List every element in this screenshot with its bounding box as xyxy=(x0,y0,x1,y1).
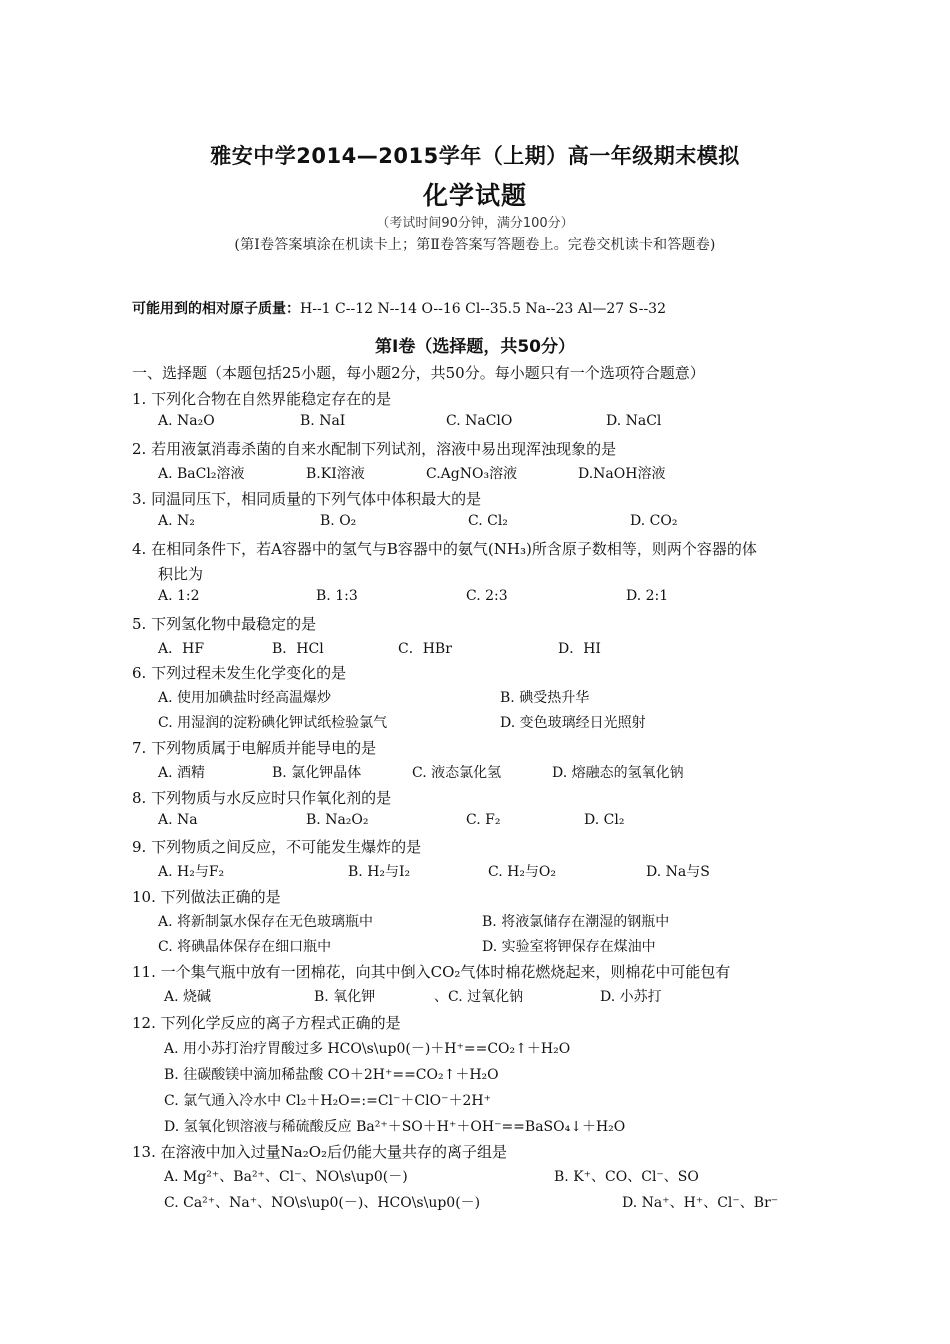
option: B. Na₂O₂ xyxy=(306,812,369,828)
exam-title: 雅安中学2014—2015学年（上期）高一年级期末模拟 xyxy=(210,144,740,168)
option: B.KI溶液 xyxy=(306,466,365,482)
question-stem: 9. 下列物质之间反应，不可能发生爆炸的是 xyxy=(132,838,422,856)
option: C. 液态氯化氢 xyxy=(412,765,502,781)
option: B. 往碳酸镁中滴加稀盐酸 CO＋2H⁺==CO₂↑＋H₂O xyxy=(164,1067,499,1083)
question-stem: 8. 下列物质与水反应时只作氧化剂的是 xyxy=(132,789,392,807)
option: A. H₂与F₂ xyxy=(158,864,225,880)
option: C. Ca²⁺、Na⁺、NO\s\up0(－)、HCO\s\up0(－) xyxy=(164,1195,481,1211)
option: D. Na⁺、H⁺、Cl⁻、Br⁻ xyxy=(622,1195,779,1211)
option: D. 实验室将钾保存在煤油中 xyxy=(482,939,656,955)
option: C．HBr xyxy=(398,641,452,657)
section-intro: 一、选择题（本题包括25小题，每小题2分，共50分。每小题只有一个选项符合题意） xyxy=(132,364,705,382)
question-stem: 2. 若用液氯消毒杀菌的自来水配制下列试剂，溶液中易出现浑浊现象的是 xyxy=(132,440,617,458)
option: A. 烧碱 xyxy=(164,989,212,1005)
option: D. 小苏打 xyxy=(600,989,662,1005)
option: A. 使用加碘盐时经高温爆炒 xyxy=(158,690,332,706)
option: A．HF xyxy=(158,641,205,657)
option: B. 氧化钾 xyxy=(314,989,376,1005)
question-stem: 3. 同温同压下，相同质量的下列气体中体积最大的是 xyxy=(132,490,482,508)
option: A. 用小苏打治疗胃酸过多 HCO\s\up0(－)＋H⁺==CO₂↑＋H₂O xyxy=(164,1041,571,1057)
option: B. H₂与I₂ xyxy=(348,864,411,880)
option: C. 2:3 xyxy=(466,588,508,604)
question-stem-continued: 积比为 xyxy=(158,565,204,583)
option: A. 酒精 xyxy=(158,765,206,781)
question-stem: 12. 下列化学反应的离子方程式正确的是 xyxy=(132,1014,401,1032)
option: C. 用湿润的淀粉碘化钾试纸检验氯气 xyxy=(158,715,388,731)
option: D. NaCl xyxy=(606,413,662,429)
option: D. CO₂ xyxy=(630,513,678,529)
option: C. 氯气通入冷水中 Cl₂＋H₂O=:=Cl⁻＋ClO⁻＋2H⁺ xyxy=(164,1093,491,1109)
atomic-masses-label: 可能用到的相对原子质量： xyxy=(132,301,300,317)
option: D. Na与S xyxy=(646,864,710,880)
option: B. O₂ xyxy=(320,513,357,529)
option: C. NaClO xyxy=(446,413,513,429)
option: C.AgNO₃溶液 xyxy=(426,466,518,482)
question-stem: 5. 下列氢化物中最稳定的是 xyxy=(132,615,317,633)
section-title: 第Ⅰ卷（选择题，共50分） xyxy=(375,337,575,357)
option: D.NaOH溶液 xyxy=(578,466,666,482)
question-stem: 11. 一个集气瓶中放有一团棉花，向其中倒入CO₂气体时棉花燃烧起来，则棉花中可能包有 xyxy=(132,963,731,981)
option: A. N₂ xyxy=(158,513,195,529)
option: D. 熔融态的氢氧化钠 xyxy=(552,765,684,781)
exam-info: （考试时间90分钟，满分100分） xyxy=(376,216,574,231)
option: A. Na₂O xyxy=(158,413,215,429)
option: C. Cl₂ xyxy=(468,513,508,529)
atomic-masses-values: H--1 C--12 N--14 O--16 Cl--35.5 Na--23 Al—27 S--32 xyxy=(300,301,666,317)
option: C. 将碘晶体保存在细口瓶中 xyxy=(158,939,332,955)
option: D. 变色玻璃经日光照射 xyxy=(500,715,646,731)
option: B. NaI xyxy=(300,413,346,429)
question-stem: 7. 下列物质属于电解质并能导电的是 xyxy=(132,739,377,757)
option: B．HCl xyxy=(272,641,324,657)
option: C. H₂与O₂ xyxy=(488,864,557,880)
option: D. Cl₂ xyxy=(584,812,625,828)
option: A. Mg²⁺、Ba²⁺、Cl⁻、NO\s\up0(－) xyxy=(164,1169,408,1185)
exam-instructions: (第Ⅰ卷答案填涂在机读卡上；第Ⅱ卷答案写答题卷上。完卷交机读卡和答题卷) xyxy=(234,237,716,253)
option: C. F₂ xyxy=(466,812,501,828)
option: D．HI xyxy=(558,641,601,657)
question-stem: 6. 下列过程未发生化学变化的是 xyxy=(132,664,347,682)
atomic-masses xyxy=(132,298,666,318)
option: B. 将液氯储存在潮湿的钢瓶中 xyxy=(482,914,670,930)
option: A. BaCl₂溶液 xyxy=(158,466,245,482)
option: A. Na xyxy=(158,812,198,828)
exam-subject: 化学试题 xyxy=(422,181,527,210)
question-stem: 4. 在相同条件下，若A容器中的氢气与B容器中的氨气(NH₃)所含原子数相等，则两个容器的体 xyxy=(132,540,757,558)
option: B. K⁺、CO、Cl⁻、SO xyxy=(554,1169,699,1185)
option: B. 1:3 xyxy=(316,588,358,604)
option: D. 氢氧化钡溶液与稀硫酸反应 Ba²⁺＋SO＋H⁺＋OH⁻==BaSO₄↓＋H₂O xyxy=(164,1119,626,1135)
question-stem: 1. 下列化合物在自然界能稳定存在的是 xyxy=(132,390,392,408)
option: D. 2:1 xyxy=(626,588,669,604)
option: B. 碘受热升华 xyxy=(500,690,590,706)
question-stem: 13. 在溶液中加入过量Na₂O₂后仍能大量共存的离子组是 xyxy=(132,1143,508,1161)
option: 、C. 过氧化钠 xyxy=(434,989,524,1005)
option: A. 1:2 xyxy=(158,588,200,604)
option: A. 将新制氯水保存在无色玻璃瓶中 xyxy=(158,914,374,930)
option: B. 氯化钾晶体 xyxy=(272,765,362,781)
question-stem: 10. 下列做法正确的是 xyxy=(132,888,281,906)
